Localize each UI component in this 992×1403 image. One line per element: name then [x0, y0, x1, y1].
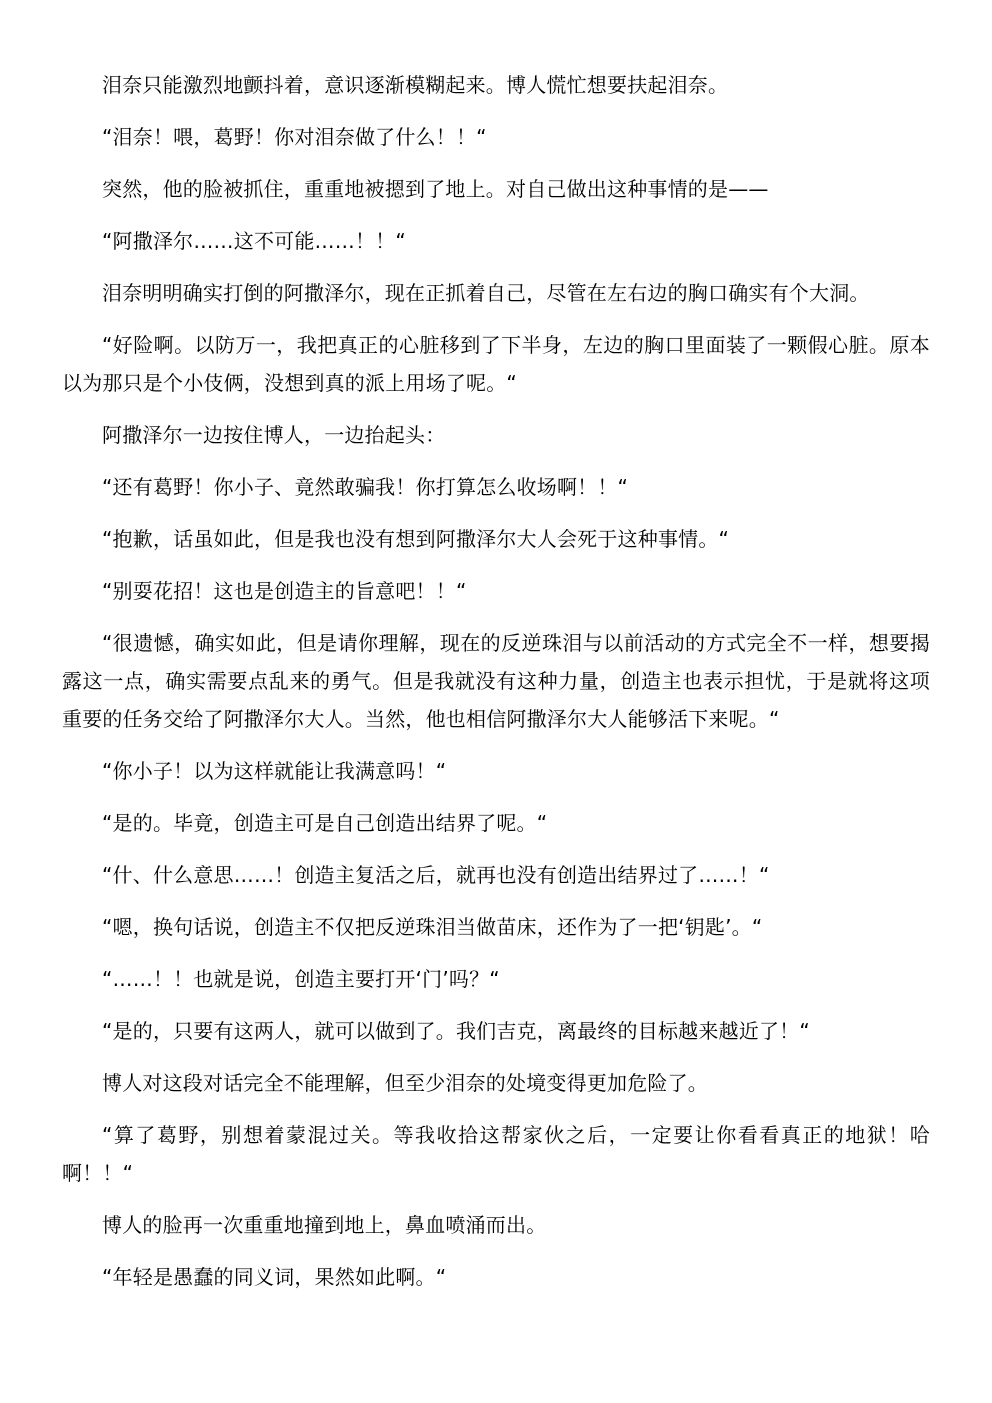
paragraph-5: 泪奈明明确实打倒的阿撒泽尔，现在正抓着自己，尽管在左右边的胸口确实有个大洞。: [102, 281, 870, 305]
paragraph-4: “阿撒泽尔……这不可能……！！“: [102, 229, 406, 253]
paragraph-7: 阿撒泽尔一边按住博人，一边抬起头：: [102, 423, 446, 447]
paragraph-15: “嗯，换句话说，创造主不仅把反逆珠泪当做苗床，还作为了一把‘钥匙’。“: [102, 915, 763, 939]
paragraph-3: 突然，他的脸被抓住，重重地被摁到了地上。对自己做出这种事情的是——: [102, 177, 769, 201]
paragraph-6: “好险啊。以防万一，我把真正的心脏移到了下半身，左边的胸口里面装了一颗假心脏。原本以为那只是个小伎俩，没想到真的派上用场了呢。“: [62, 333, 930, 395]
paragraph-21: “年轻是愚蠢的同义词，果然如此啊。“: [102, 1265, 447, 1289]
paragraph-10: “别耍花招！这也是创造主的旨意吧！！“: [102, 579, 467, 603]
paragraph-14: “什、什么意思……！创造主复活之后，就再也没有创造出结界过了……！“: [102, 863, 770, 887]
paragraph-16: “……！！也就是说，创造主要打开‘门’吗？“: [102, 967, 500, 991]
paragraph-13: “是的。毕竟，创造主可是自己创造出结界了呢。“: [102, 811, 548, 835]
paragraph-11: “很遗憾，确实如此，但是请你理解，现在的反逆珠泪与以前活动的方式完全不一样，想要揭露这一点，确实需要点乱来的勇气。但是我就没有这种力量，创造主也表示担忧，于是就将这项重要的任务交给了阿撒泽尔大人。当然，他也相信阿撒泽尔大人能够活下来呢。“: [62, 631, 930, 731]
paragraph-12: “你小子！以为这样就能让我满意吗！“: [102, 759, 447, 783]
paragraph-2: “泪奈！喂，葛野！你对泪奈做了什么！！“: [102, 125, 487, 149]
paragraph-18: 博人对这段对话完全不能理解，但至少泪奈的处境变得更加危险了。: [102, 1071, 708, 1095]
paragraph-9: “抱歉，话虽如此，但是我也没有想到阿撒泽尔大人会死于这种事情。“: [102, 527, 730, 551]
text-column: [62, 66, 930, 1310]
paragraph-17: “是的，只要有这两人，就可以做到了。我们吉克，离最终的目标越来越近了！“: [102, 1019, 810, 1043]
paragraph-8: “还有葛野！你小子、竟然敢骗我！你打算怎么收场啊！！“: [102, 475, 629, 499]
paragraph-1: 泪奈只能激烈地颤抖着，意识逐渐模糊起来。博人慌忙想要扶起泪奈。: [102, 73, 729, 97]
paragraph-20: 博人的脸再一次重重地撞到地上，鼻血喷涌而出。: [102, 1213, 547, 1237]
paragraph-19: “算了葛野，别想着蒙混过关。等我收拾这帮家伙之后，一定要让你看看真正的地狱！哈啊！！“: [62, 1123, 930, 1185]
